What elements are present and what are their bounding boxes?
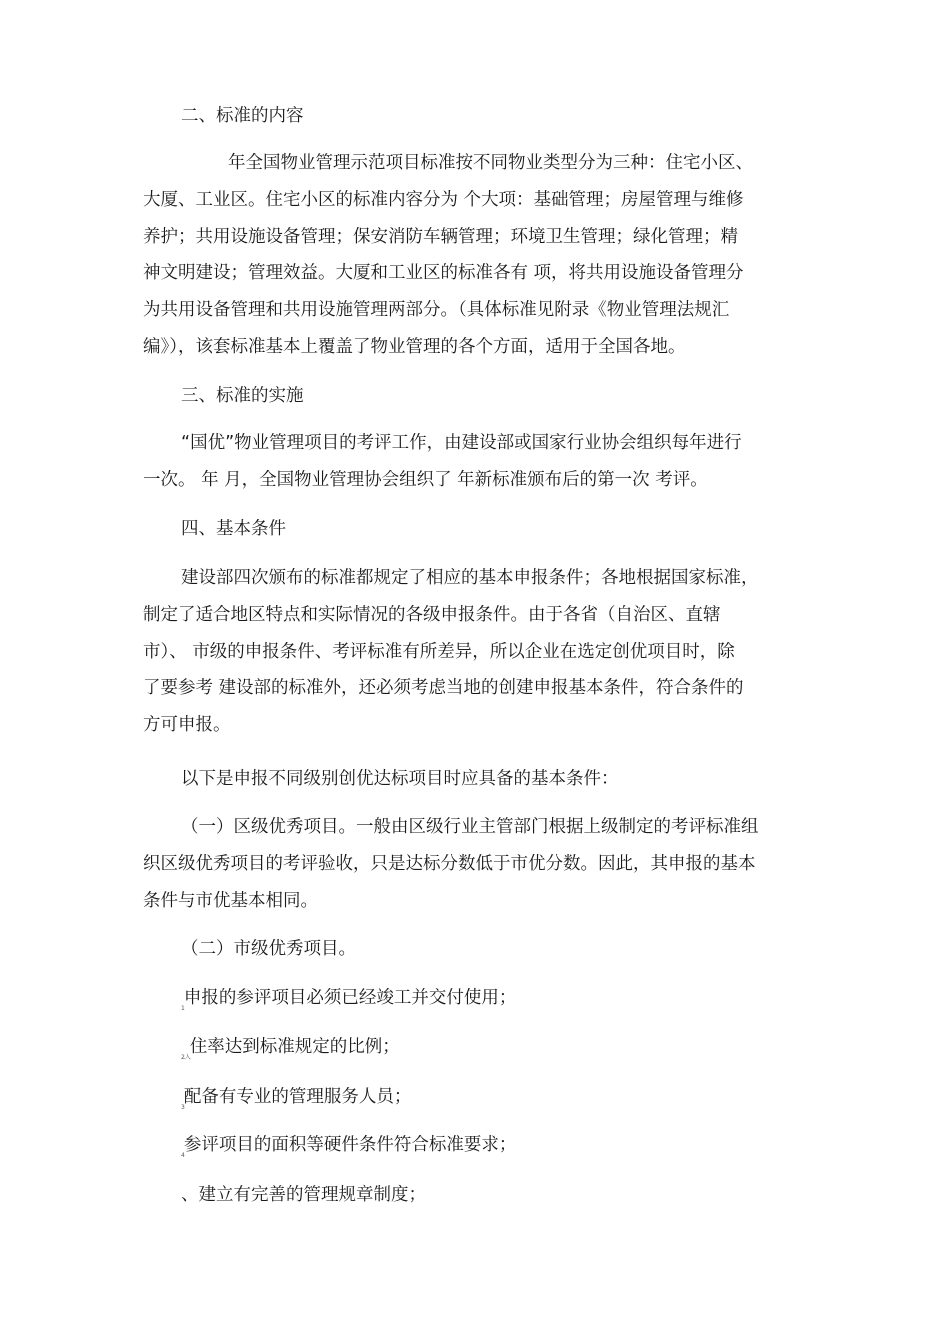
paragraph-line: 编》），该套标准基本上覆盖了物业管理的各个方面，适用于全国各地。 — [143, 336, 686, 357]
paragraph-line: 建设部四次颁布的标准都规定了相应的基本申报条件；各地根据国家标准， — [181, 568, 759, 588]
paragraph-line: 为共用设备管理和共用设施管理两部分。（具体标准见附录《物业管理法规汇 — [143, 300, 730, 321]
paragraph-line: 神文明建设；管理效益。大厦和工业区的标准各有 项，将共用设施设备管理分 — [143, 263, 744, 284]
item-text: 申报的参评项目必须已经竣工并交付使用； — [183, 988, 517, 1008]
item-text: 配备有专业的管理服务人员； — [183, 1087, 412, 1107]
paragraph-line: 年全国物业管理示范项目标准按不同物业类型分为三种：住宅小区、 — [228, 153, 753, 173]
paragraph-standard-content — [143, 145, 823, 366]
heading-standard-implementation: 三、标准的实施 — [181, 386, 304, 406]
paragraph-line: 养护；共用设施设备管理；保安消防车辆管理；环境卫生管理；绿化管理；精 — [143, 226, 738, 247]
item-mark: 1 — [181, 1005, 184, 1012]
paragraph-city-level: （二）市级优秀项目。 — [181, 939, 356, 959]
item-mark: 4 — [181, 1152, 184, 1159]
paragraph-line: 织区级优秀项目的考评验收，只是达标分数低于市优分数。因此，其申报的基本 — [143, 853, 756, 874]
list-item — [181, 1133, 861, 1168]
paragraph-line: 方可申报。 — [143, 715, 231, 736]
paragraph-basic-conditions — [143, 560, 823, 744]
list-item — [181, 1183, 861, 1218]
heading-basic-conditions: 四、基本条件 — [181, 519, 286, 539]
paragraph-line: 了要参考 建设部的标准外，还必须考虑当地的创建申报基本条件，符合条件的 — [143, 678, 744, 699]
paragraph-district-level — [143, 809, 823, 919]
list-item — [181, 1035, 861, 1070]
paragraph-intro: 以下是申报不同级别创优达标项目时应具备的基本条件： — [181, 769, 619, 789]
paragraph-line: 条件与市优基本相同。 — [143, 890, 318, 911]
item-mark: 3 — [181, 1104, 184, 1111]
paragraph-line: 市）、 市级的申报条件、考评标准有所差异，所以企业在选定创优项目时，除 — [143, 641, 735, 662]
item-text: 参评项目的面积等硬件条件符合标准要求； — [183, 1135, 517, 1155]
list-item — [181, 1085, 861, 1120]
paragraph-line: 大厦、工业区。住宅小区的标准内容分为 个大项：基础管理；房屋管理与维修 — [143, 189, 744, 210]
paragraph-implementation — [143, 425, 823, 499]
heading-standard-content: 二、标准的内容 — [181, 106, 304, 126]
list-item — [181, 986, 861, 1021]
paragraph-line: 一次。 年 月，全国物业管理协会组织了 年新标准颁布后的第一次 考评。 — [143, 469, 708, 490]
paragraph-line: “国优”物业管理项目的考评工作，由建设部或国家行业协会组织每年进行 — [181, 433, 742, 453]
paragraph-line: 制定了适合地区特点和实际情况的各级申报条件。由于各省（自治区、直辖 — [143, 604, 721, 625]
item-text: 、建立有完善的管理规章制度； — [181, 1185, 426, 1205]
paragraph-line: （一）区级优秀项目。一般由区级行业主管部门根据上级制定的考评标准组 — [181, 817, 759, 837]
item-mark: 2.入 — [181, 1054, 190, 1061]
item-text: 住率达到标准规定的比例； — [189, 1037, 400, 1057]
